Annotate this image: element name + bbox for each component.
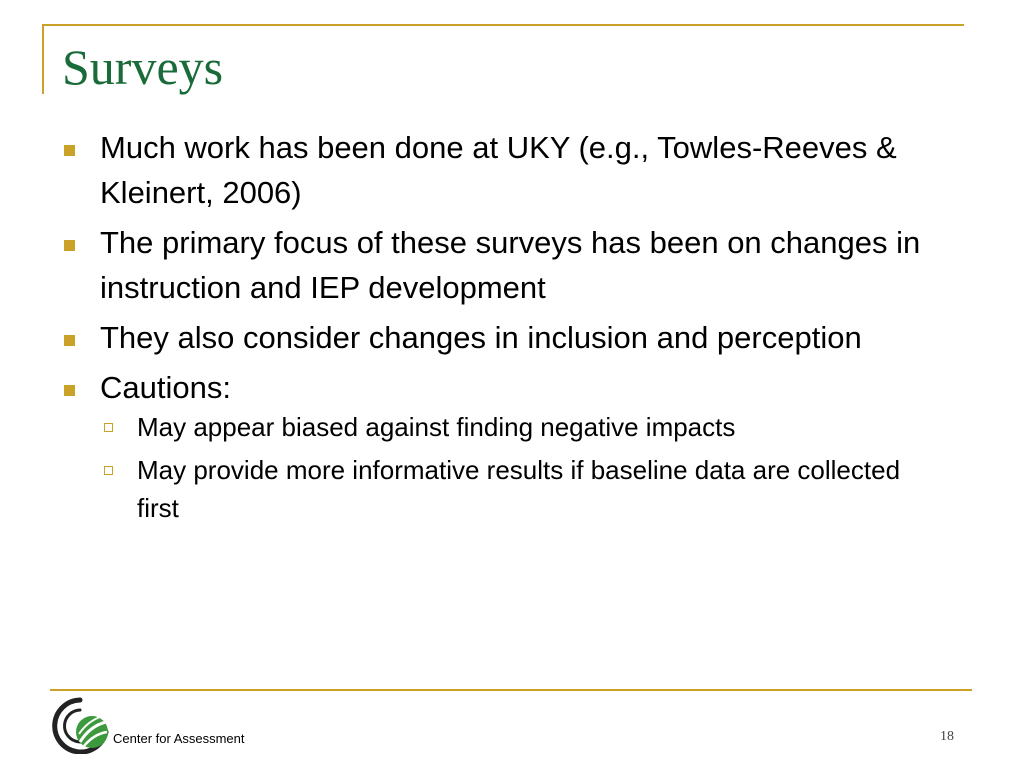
hollow-square-bullet-icon [104,423,113,432]
sub-bullet-item [100,452,942,527]
sub-bullet-list [100,409,942,528]
bullet-text: They also consider changes in inclusion and perception [100,319,862,355]
bullet-list [62,126,942,528]
square-bullet-icon [64,335,75,346]
slide-title: Surveys [62,39,224,95]
square-bullet-icon [64,145,75,156]
bullet-text: Cautions: [100,369,231,405]
footer-divider [50,689,972,691]
sub-bullet-item [100,409,942,447]
bullet-item [62,366,942,528]
title-frame-left-line [42,24,44,94]
sub-bullet-text: May appear biased against finding negative impacts [137,411,736,442]
square-bullet-icon [64,385,75,396]
square-bullet-icon [64,240,75,251]
center-for-assessment-logo-icon [50,696,112,754]
bullet-item [62,126,942,216]
title-frame-top-line [42,24,964,26]
bullet-text: The primary focus of these surveys has been on changes in instruction and IEP development [100,224,921,305]
bullet-item [62,221,942,311]
bullet-text: Much work has been done at UKY (e.g., Towles-Reeves & Kleinert, 2006) [100,130,897,210]
hollow-square-bullet-icon [104,466,113,475]
slide-content [62,126,942,534]
bullet-item [62,316,942,361]
slide-number: 18 [940,729,954,744]
sub-bullet-text: May provide more informative results if baseline data are collected first [137,455,901,523]
footer-organization: Center for Assessment [113,731,245,746]
